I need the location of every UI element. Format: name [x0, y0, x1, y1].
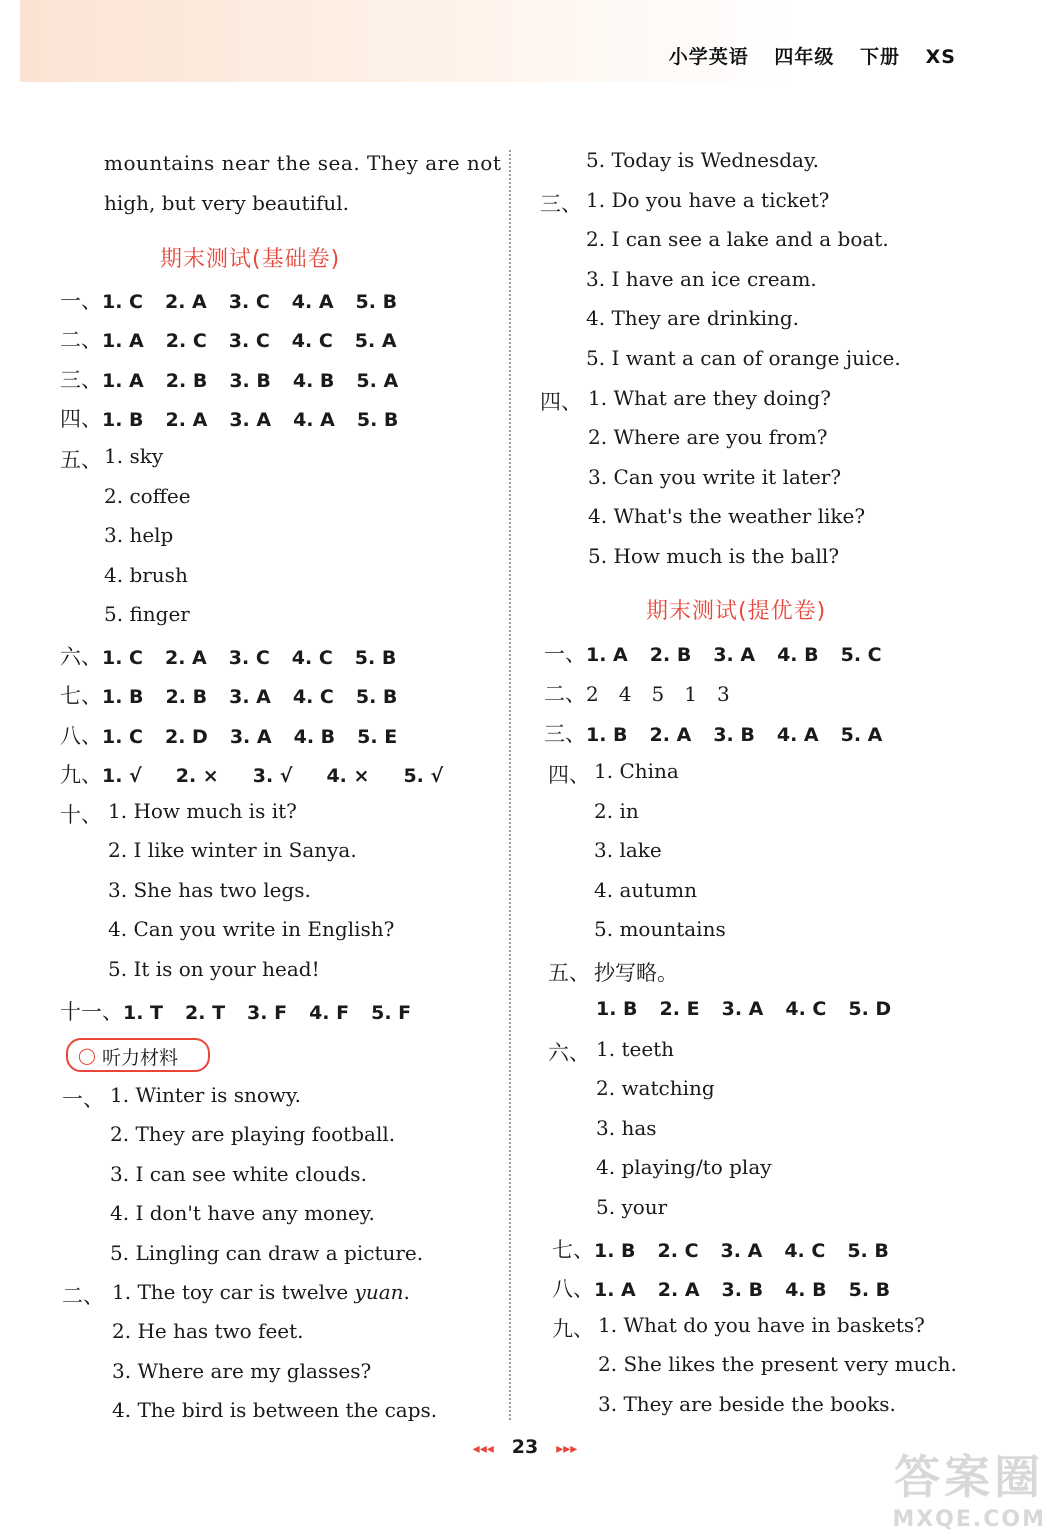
- answer-item: 5: [651, 682, 665, 706]
- section-label: 三、: [544, 722, 586, 746]
- answer-row: [60, 720, 419, 750]
- answer-item: 2. E: [659, 998, 700, 1020]
- answer-item: 1: [684, 682, 697, 706]
- answer-item: 4. A: [776, 724, 819, 746]
- intro-line: mountains near the sea. They are not: [104, 151, 502, 175]
- section-label: 一、: [544, 642, 586, 666]
- answer-item: 3. A: [713, 644, 756, 666]
- answer-row: [60, 364, 420, 394]
- answer-item: 5. How much is the ball?: [588, 544, 840, 568]
- answer-item: 5. A: [840, 724, 883, 746]
- answer-item: 5. F: [371, 1002, 412, 1024]
- answer-item: 5. your: [596, 1195, 668, 1219]
- section-label: 五、: [60, 448, 102, 472]
- answer-item: 4: [618, 682, 632, 706]
- answer-item: 4. A: [293, 409, 335, 431]
- header-band: [20, 0, 1052, 82]
- header-edition: XS: [925, 46, 956, 68]
- page-number-bar: [440, 1436, 610, 1458]
- answer-item: 3. C: [228, 330, 270, 352]
- section-label: 四、: [60, 407, 102, 431]
- answer-item: 3. She has two legs.: [108, 878, 311, 902]
- section-label: 一、: [62, 1087, 104, 1111]
- answer-item: 4. C: [785, 998, 827, 1020]
- answer-text: .: [403, 1280, 410, 1304]
- section-label: 三、: [60, 368, 102, 392]
- answer-item: 1. C: [102, 291, 143, 313]
- answer-item: 2. T: [185, 1002, 226, 1024]
- answer-text: 1. The toy car is twelve: [112, 1280, 355, 1304]
- answer-row: [60, 680, 419, 710]
- watermark-title: 答案圈: [894, 1450, 1045, 1504]
- answer-item: 1. A: [594, 1279, 636, 1301]
- answer-item: 1. B: [102, 686, 144, 708]
- answer-item: 1. B: [594, 1240, 636, 1262]
- answer-item: 3. F: [247, 1002, 288, 1024]
- answer-item: 5. finger: [104, 602, 190, 626]
- answer-item: 5. Lingling can draw a picture.: [110, 1241, 424, 1265]
- answer-item: 5. B: [847, 1240, 889, 1262]
- answer-item: 1. A: [102, 370, 144, 392]
- answer-item: 1. sky: [104, 444, 164, 468]
- answer-item: 2: [586, 682, 599, 706]
- answer-row: [60, 285, 419, 315]
- answer-item: 3. A: [721, 998, 764, 1020]
- answer-item: 1. B: [586, 724, 628, 746]
- answer-item: 3. C: [228, 647, 270, 669]
- intro-line: high, but very beautiful.: [104, 191, 350, 215]
- answer-item: 4. They are drinking.: [586, 306, 800, 330]
- answer-item: 5. C: [840, 644, 882, 666]
- answer-item: 4. Can you write in English?: [108, 917, 395, 941]
- answer-item: 3. help: [104, 523, 174, 547]
- answer-item: 5. B: [354, 647, 397, 669]
- answer-row: [60, 403, 420, 433]
- answer-item: 3. They are beside the books.: [598, 1392, 896, 1416]
- answer-item: 3: [716, 682, 730, 706]
- answer-item: 2. Where are you from?: [588, 425, 828, 449]
- answer-item: 2. He has two feet.: [112, 1319, 304, 1343]
- section-label: 八、: [552, 1277, 594, 1301]
- answer-item: 4. B: [292, 370, 335, 392]
- answer-item: 5. D: [848, 998, 892, 1020]
- answer-item: 4. C: [784, 1240, 826, 1262]
- answer-item: 5. B: [355, 291, 398, 313]
- answer-item: 3. A: [229, 726, 272, 748]
- answer-item: 1. teeth: [596, 1037, 675, 1061]
- answer-item: 2. B: [649, 644, 692, 666]
- answer-item: 5. It is on your head!: [108, 957, 320, 981]
- answer-item: 1. China: [594, 759, 679, 783]
- answer-item: 2. C: [657, 1240, 699, 1262]
- answer-item: 4. brush: [104, 563, 188, 587]
- section-label: 五、: [548, 961, 590, 985]
- answer-item: 4. What's the weather like?: [588, 504, 866, 528]
- section-label: 十、: [60, 803, 102, 827]
- section-label: 四、: [540, 390, 582, 414]
- section-title-basic: 期末测试(基础卷): [160, 247, 341, 272]
- answer-item: 4. autumn: [594, 878, 698, 902]
- answer-item: 3. has: [596, 1116, 657, 1140]
- answer-item: 2. She likes the present very much.: [598, 1352, 957, 1376]
- answer-item: 1. A: [586, 644, 628, 666]
- section-label: 八、: [60, 724, 102, 748]
- answer-item: 5. mountains: [594, 917, 726, 941]
- answer-item: 1. B: [102, 409, 144, 431]
- answer-item: 1. How much is it?: [108, 799, 297, 823]
- answer-item: 4. C: [291, 647, 333, 669]
- header-grade: 四年级: [774, 46, 835, 68]
- answer-italic: yuan: [354, 1280, 404, 1304]
- answer-item: 3. B: [721, 1279, 764, 1301]
- answer-item: 4. I don't have any money.: [110, 1201, 375, 1225]
- answer-row: [544, 678, 752, 708]
- answer-row: [552, 1273, 912, 1303]
- answer-item: 3. I can see white clouds.: [110, 1162, 367, 1186]
- section-note: 抄写略。: [594, 961, 678, 985]
- answer-item: 3. B: [229, 370, 271, 392]
- answer-item: 4. playing/to play: [596, 1155, 772, 1179]
- answer-item: 2. C: [165, 330, 207, 352]
- answer-item: 4. C: [291, 330, 333, 352]
- answer-item: 1. C: [102, 647, 143, 669]
- answer-item: 5. B: [848, 1279, 891, 1301]
- answer-row: [60, 324, 419, 354]
- section-label: 九、: [60, 763, 102, 787]
- answer-item: 3. A: [229, 686, 271, 708]
- answer-item: 3. A: [229, 409, 272, 431]
- answer-item: 4. F: [309, 1002, 350, 1024]
- section-label: 二、: [544, 682, 586, 706]
- answer-row: [544, 638, 904, 668]
- answer-item: 3. lake: [594, 838, 662, 862]
- listening-material-tag: [66, 1038, 210, 1072]
- answer-item: 2. A: [165, 409, 208, 431]
- answer-item: 2. B: [165, 686, 208, 708]
- listening-material-label: 听力材料: [102, 1047, 179, 1069]
- answer-item: 2. I like winter in Sanya.: [108, 838, 357, 862]
- answer-item: 4. B: [785, 1279, 827, 1301]
- answer-item: 3. B: [713, 724, 755, 746]
- right-arrows-icon: ▸▸▸: [556, 1441, 578, 1457]
- answer-item: 1. B: [596, 998, 638, 1020]
- section-label: 六、: [60, 645, 102, 669]
- answer-item: 1. Winter is snowy.: [110, 1083, 302, 1107]
- section-label: 七、: [552, 1238, 594, 1262]
- answer-item: 2. in: [594, 799, 639, 823]
- page-header: [651, 42, 956, 69]
- answer-item: 4. B: [293, 726, 336, 748]
- column-divider: [509, 150, 511, 1420]
- answer-item: 5. √: [403, 765, 444, 787]
- answer-item: 2. ×: [175, 765, 219, 787]
- answer-item: 3. A: [720, 1240, 763, 1262]
- answer-item: 4. B: [777, 644, 819, 666]
- section-label: 十一、: [60, 1000, 123, 1024]
- answer-item: 4. C: [292, 686, 334, 708]
- answer-item: 3. C: [228, 291, 270, 313]
- section-title-advanced: 期末测试(提优卷): [646, 599, 827, 624]
- watermark: [892, 1441, 1046, 1532]
- answer-item: 5. I want a can of orange juice.: [586, 346, 901, 370]
- section-label: 七、: [60, 684, 102, 708]
- answer-item: 5. Today is Wednesday.: [586, 148, 819, 172]
- answer-item: 3. Where are my glasses?: [112, 1359, 372, 1383]
- answer-row: [60, 996, 433, 1026]
- answer-row: [596, 996, 913, 1020]
- answer-item: [112, 1280, 410, 1304]
- answer-item: 1. A: [102, 330, 144, 352]
- header-volume: 下册: [860, 46, 901, 68]
- answer-item: 2. I can see a lake and a boat.: [586, 227, 889, 251]
- answer-item: 1. T: [123, 1002, 164, 1024]
- answer-item: 4. The bird is between the caps.: [112, 1398, 438, 1422]
- answer-item: 2. watching: [596, 1076, 715, 1100]
- answer-row: [544, 718, 904, 748]
- answer-item: 1. What are they doing?: [588, 386, 831, 410]
- answer-item: 2. They are playing football.: [110, 1122, 396, 1146]
- section-label: 二、: [62, 1284, 104, 1308]
- answer-item: 5. E: [357, 726, 398, 748]
- answer-item: 1. Do you have a ticket?: [586, 188, 830, 212]
- answer-item: 5. B: [356, 409, 399, 431]
- answer-item: 2. coffee: [104, 484, 191, 508]
- answer-item: 2. A: [649, 724, 692, 746]
- section-label: 一、: [60, 289, 102, 313]
- answer-item: 1. √: [102, 765, 142, 787]
- answer-row: [552, 1234, 911, 1264]
- answer-item: 5. A: [356, 370, 399, 392]
- header-subject: 小学英语: [668, 46, 749, 68]
- answer-item: 5. B: [355, 686, 398, 708]
- headphones-icon: ◯: [78, 1046, 96, 1065]
- left-arrows-icon: ◂◂◂: [472, 1441, 494, 1457]
- answer-item: 1. What do you have in baskets?: [598, 1313, 925, 1337]
- answer-row: [60, 759, 465, 789]
- answer-item: 2. D: [165, 726, 208, 748]
- answer-item: 2. A: [165, 647, 207, 669]
- section-label: 三、: [540, 192, 582, 216]
- section-label: 六、: [548, 1041, 590, 1065]
- answer-item: 2. A: [165, 291, 207, 313]
- section-label: 九、: [552, 1317, 594, 1341]
- answer-item: 4. ×: [326, 765, 370, 787]
- watermark-url: MXQE.COM: [892, 1507, 1046, 1532]
- section-label: 二、: [60, 328, 102, 352]
- answer-item: 3. √: [252, 765, 293, 787]
- answer-item: 5. A: [354, 330, 397, 352]
- answer-item: 2. B: [165, 370, 208, 392]
- answer-item: 1. C: [102, 726, 143, 748]
- answer-item: 2. A: [657, 1279, 700, 1301]
- section-label: 四、: [548, 763, 590, 787]
- answer-row: [60, 641, 418, 671]
- answer-item: 4. A: [291, 291, 334, 313]
- answer-item: 3. I have an ice cream.: [586, 267, 817, 291]
- page-number: 23: [511, 1436, 539, 1458]
- answer-item: 3. Can you write it later?: [588, 465, 842, 489]
